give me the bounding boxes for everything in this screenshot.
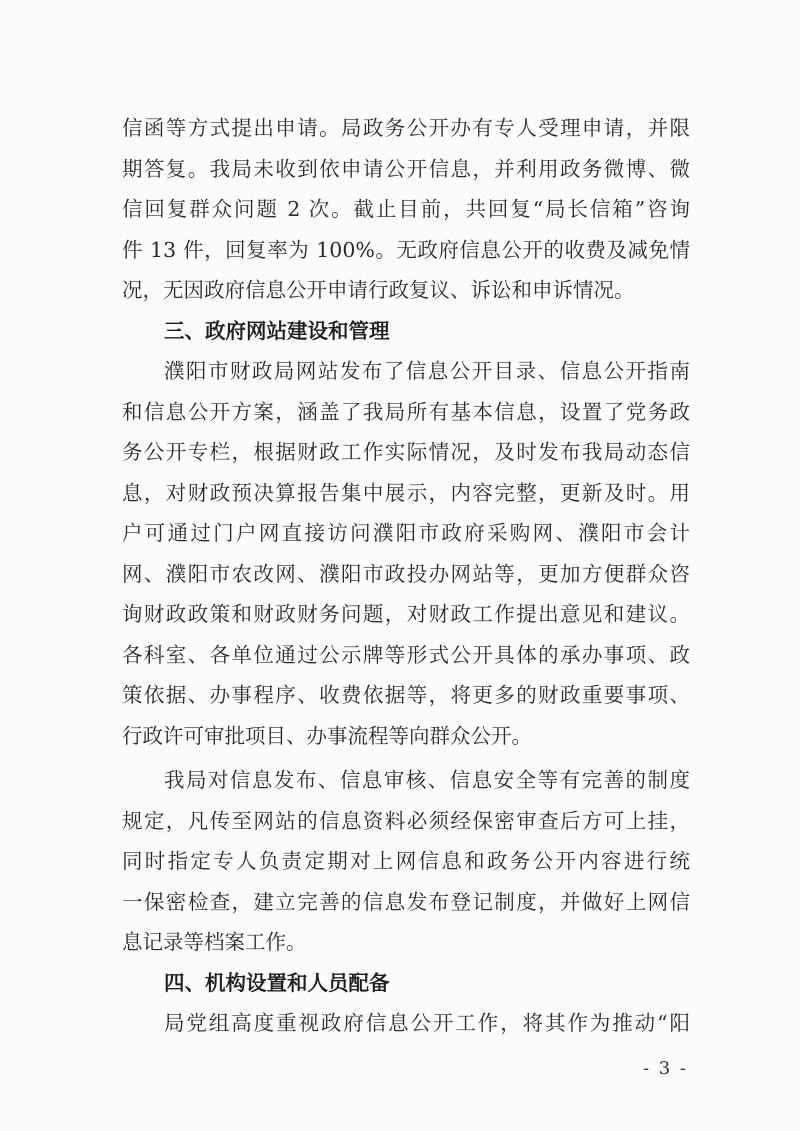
text-line: 期答复。我局未收到依申请公开信息，并利用政务微博、微	[122, 156, 690, 181]
text-line: 信函等方式提出申请。局政务公开办有专人受理申请，并限	[122, 116, 690, 140]
text-line: 和信息公开方案，涵盖了我局所有基本信息，设置了党务政	[122, 399, 690, 424]
section-heading-4: 四、机构设置和人员配备	[164, 970, 390, 995]
text-line: 务公开专栏，根据财政工作实际情况，及时发布我局动态信	[122, 440, 690, 464]
text-line: 我局对信息发布、信息审核、信息安全等有完善的制度	[164, 768, 690, 792]
text-line: 户可通过门户网直接访问濮阳市政府采购网、濮阳市会计	[122, 521, 690, 545]
paragraph-3	[122, 760, 690, 963]
text-line: 局党组高度重视政府信息公开工作，将其作为推动“阳	[164, 1011, 690, 1035]
text-line: 件 13 件，回复率为 100%。无政府信息公开的收费及减免情	[122, 237, 690, 262]
text-line: 各科室、各单位通过公示牌等形式公开具体的承办事项、政	[122, 642, 690, 667]
text-line: 一保密检查，建立完善的信息发布登记制度，并做好上网信	[122, 889, 690, 914]
text-line: 行政许可审批项目、办事流程等向群众公开。	[122, 723, 532, 748]
paragraph-2	[122, 351, 690, 756]
text-line: 网、濮阳市农改网、濮阳市政投办网站等，更加方便群众咨	[122, 561, 690, 586]
paragraph-4	[122, 1003, 690, 1044]
document-body	[122, 108, 690, 1044]
text-line: 策依据、办事程序、收费依据等，将更多的财政重要事项、	[122, 683, 690, 707]
text-line: 规定，凡传至网站的信息资料必须经保密审查后方可上挂，	[122, 808, 690, 833]
text-line: 息，对财政预决算报告集中展示，内容完整，更新及时。用	[122, 480, 690, 505]
paragraph-1	[122, 108, 690, 311]
text-line: 同时指定专人负责定期对上网信息和政务公开内容进行统	[122, 849, 690, 873]
text-line: 询财政政策和财政财务问题，对财政工作提出意见和建议。	[122, 602, 690, 626]
text-line: 况，无因政府信息公开申请行政复议、诉讼和申诉情况。	[122, 278, 635, 302]
section-heading-3: 三、政府网站建设和管理	[164, 318, 390, 343]
page-number: - 3 -	[642, 1058, 688, 1079]
text-line: 息记录等档案工作。	[122, 930, 307, 954]
text-line: 濮阳市财政局网站发布了信息公开目录、信息公开指南	[164, 359, 690, 383]
text-line: 信回复群众问题 2 次。截止目前，共回复“局长信箱”咨询	[122, 197, 690, 221]
